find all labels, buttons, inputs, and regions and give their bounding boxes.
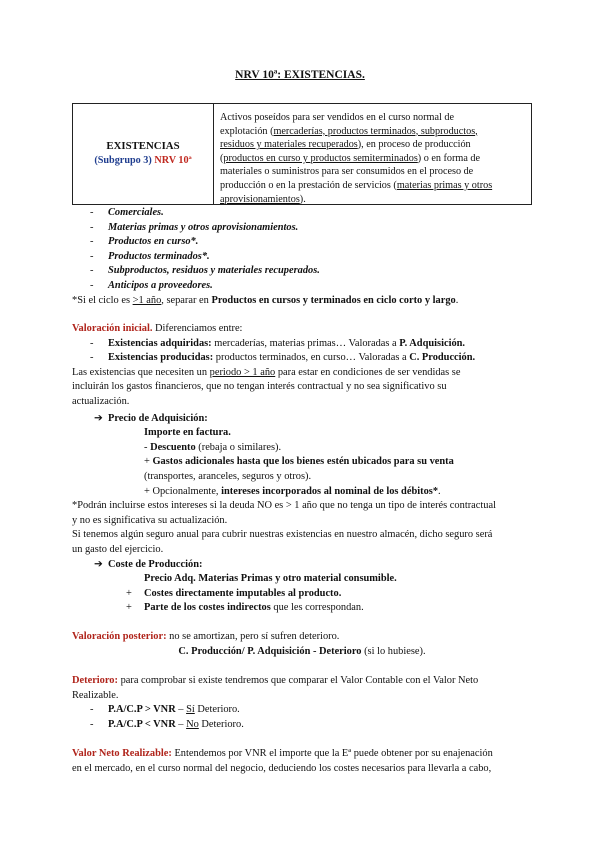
impairment-section: Deterioro: para comprobar si existe tendremos que comparar el Valor Contable con el Valor Neto Realizable. - P.A/C.P > VNR – Sí Deterioro. - P.A/C.P < VNR – No Deterioro. [72, 674, 532, 732]
initial-valuation-heading: Valoración inicial. [72, 323, 153, 334]
list-item: - Productos terminados*. [90, 250, 210, 262]
list-item: - Materias primas y otros aprovisionamientos. [90, 221, 299, 233]
list-item: - Subproductos, residuos y materiales recuperados. [90, 265, 320, 277]
list-item: + Costes directamente imputables al producto. [126, 587, 342, 599]
subsequent-valuation-heading: Valoración posterior: [72, 631, 167, 642]
list-item: - P.A/C.P > VNR – Sí Deterioro. [90, 704, 240, 716]
list-item: - Comerciales. [90, 207, 164, 218]
cycle-note: *Si el ciclo es >1 año, separar en Productos en cursos y terminados en ciclo corto y largo. [72, 294, 459, 306]
acquisition-price-heading: ➔ Precio de Adquisición: [72, 412, 532, 427]
initial-valuation-section: Valoración inicial. Diferenciamos entre: - Existencias adquiridas: mercaderías, materias primas… Valoradas a P. Adquisición. - Existencias producidas: productos terminados, en curso… Valoradas a C. Producción. Las existencias que necesiten un periodo > 1 año para estar en condiciones de ser vendidas se incluirán los gastos financieros, que no tengan interés contractual y no sea significativo su actualización. ➔ Precio de Adquisición: Importe en factura. - Descuento (rebaja o similares). + Gastos adicionales hasta que los bienes estén ubicados para su venta (transportes, aranceles, seguros y otros). + Opcionalmente, intereses incorporados al nominal de los débitos*. *Podrán incluirse estos intereses si la deuda NO es > 1 año que no tenga un tipo de interés contractual y no es significativa su actualización. Si tenemos algún seguro anual para cubrir nuestras existencias en nuestro almacén, dicho seguro será un gasto del ejercicio. ➔ Coste de Producción: Precio Adq. Materias Primas y otro material consumible. + Costes directamente imputables al producto. + Parte de los costes indirectos que les correspondan. [72, 322, 532, 616]
production-cost-heading: ➔ Coste de Producción: [72, 558, 532, 573]
subsequent-valuation-section: Valoración posterior: no se amortizan, pero sí sufren deterioro. C. Producción/ P. Adquisición - Deterioro (si lo hubiese). [72, 631, 426, 657]
list-item: - P.A/C.P < VNR – No Deterioro. [90, 718, 244, 730]
types-list [72, 206, 532, 308]
arrow-icon: ➔ [94, 412, 103, 424]
term-subgroup: (Subgrupo 3) NRV 10ª [94, 155, 192, 166]
term-title: EXISTENCIAS [106, 140, 180, 153]
list-item: - Anticipos a proveedores. [90, 279, 213, 291]
impairment-heading: Deterioro: [72, 675, 118, 686]
list-item: - Productos en curso*. [90, 236, 199, 248]
list-item: + Parte de los costes indirectos que les correspondan. [126, 602, 364, 614]
list-item: - Existencias producidas: productos terminados, en curso… Valoradas a C. Producción. [90, 352, 476, 364]
list-item: - Existencias adquiridas: mercaderías, materias primas… Valoradas a P. Adquisición. [90, 337, 466, 349]
definition-text: Activos poseídos para ser vendidos en el curso normal de explotación (mercaderías, productos terminados, subproductos, residuos y materiales recuperados), en proceso de producción (productos en curso y productos semiterminados) o en forma de materiales o suministros para ser consumidos en el proceso de producción o en la prestación de servicios (materias primas y otros aprovisionamientos). [220, 112, 493, 205]
nrv-section: Valor Neto Realizable: Entendemos por VNR el importe que la Eª puede obtener por su enajenación en el mercado, en el curso normal del negocio, deduciendo los costes necesarios para llevarla a cabo, [72, 748, 493, 774]
nrv-heading: Valor Neto Realizable: [72, 748, 172, 759]
arrow-icon: ➔ [94, 558, 103, 570]
definition-term [73, 104, 214, 204]
definition-table [72, 103, 532, 205]
page-title: NRV 10ª: EXISTENCIAS. [235, 69, 365, 81]
